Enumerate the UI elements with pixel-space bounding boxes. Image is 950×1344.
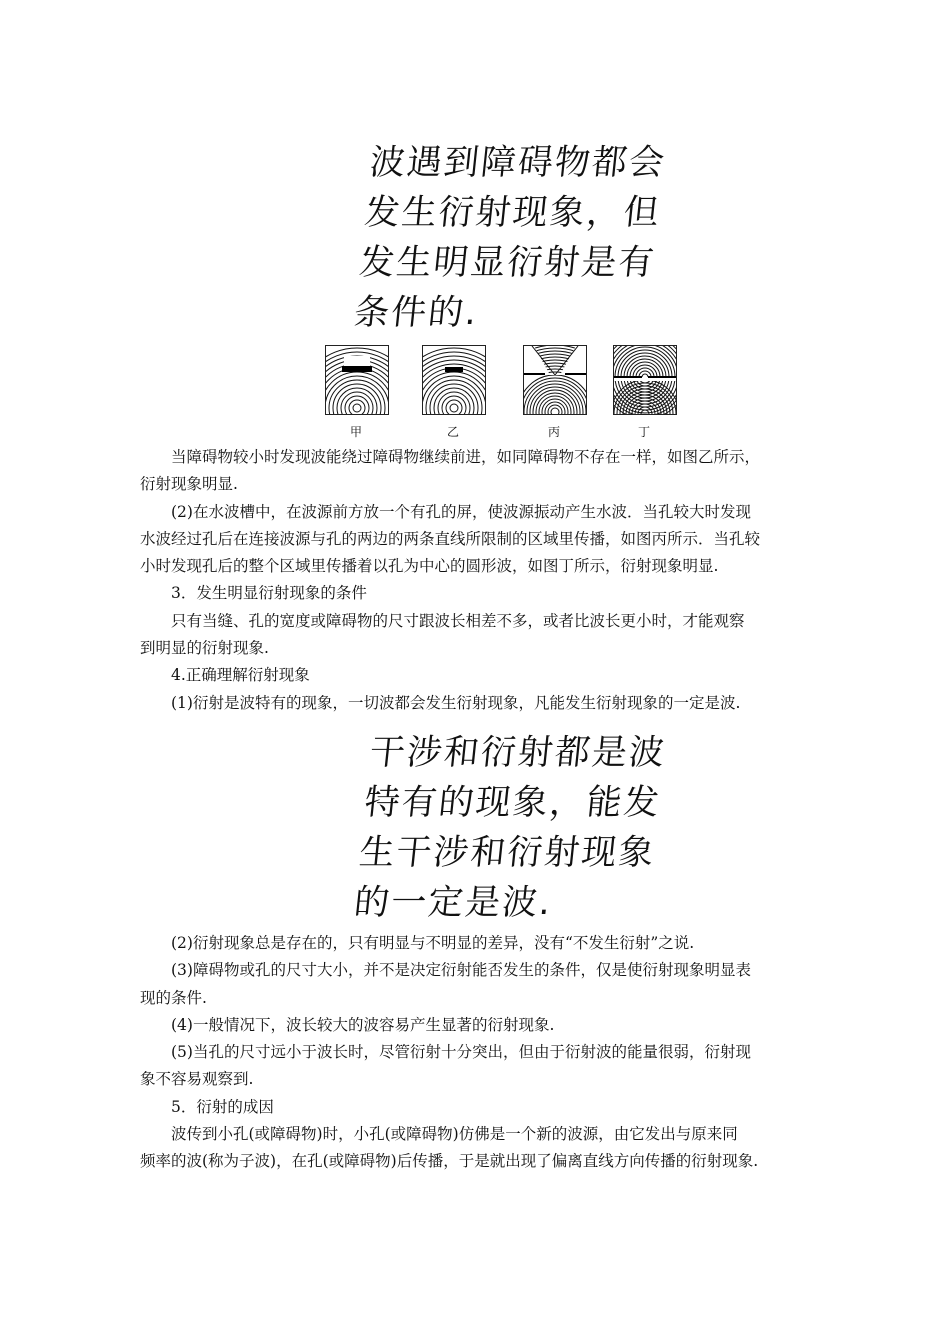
paragraph-line: (3)障碍物或孔的尺寸大小，并不是决定衍射能否发生的条件，仅是使衍射现象明显表 — [171, 961, 751, 980]
paragraph-line: (2)衍射现象总是存在的，只有明显与不明显的差异，没有“不发生衍射”之说. — [171, 934, 695, 952]
paragraph-line: 波传到小孔(或障碍物)时，小孔(或障碍物)仿佛是一个新的波源，由它发出与原来同 — [171, 1125, 738, 1144]
note-line: 发生衍射现象，但 — [362, 193, 663, 233]
paragraph-line: 只有当缝、孔的宽度或障碍物的尺寸跟波长相差不多，或者比波长更小时，才能观察 — [171, 611, 745, 630]
figure-label-jia: 甲 — [349, 425, 362, 439]
text-block-2 — [140, 930, 830, 1176]
paragraph-line: 频率的波(称为子波)，在孔(或障碍物)后传播，于是就出现了偏离直线方向传播的衍射现象. — [140, 1152, 759, 1171]
handwritten-note-1 — [351, 138, 669, 338]
note-line: 特有的现象，能发 — [362, 783, 663, 823]
paragraph-line: (4)一般情况下，波长较大的波容易产生显著的衍射现象. — [171, 1015, 555, 1034]
paragraph-line: 到明显的衍射现象. — [140, 639, 269, 658]
paragraph-line: (2)在水波槽中，在波源前方放一个有孔的屏，使波源振动产生水波．当孔较大时发现 — [171, 502, 751, 521]
paragraph-line: 当障碍物较小时发现波能绕过障碍物继续前进，如同障碍物不存在一样，如图乙所示， — [171, 448, 761, 466]
paragraph-line: 现的条件. — [140, 988, 207, 1007]
figure-label-yi: 乙 — [446, 425, 459, 439]
note-line: 的一定是波. — [352, 883, 555, 923]
paragraph-line: 衍射现象明显. — [140, 475, 238, 494]
paragraph-line: 水波经过孔后在连接波源与孔的两边的两条直线所限制的区域里传播，如图丙所示．当孔较 — [140, 529, 761, 548]
figure-jia — [325, 345, 389, 415]
note-line: 生干涉和衍射现象 — [357, 833, 658, 873]
section-heading-5: 5．衍射的成因 — [171, 1097, 274, 1116]
figure-label-bing: 丙 — [547, 425, 560, 439]
figure-ding — [613, 345, 677, 415]
note-line: 条件的. — [352, 293, 481, 333]
handwritten-note-2 — [351, 728, 669, 928]
section-heading-4: 4.正确理解衍射现象 — [171, 666, 310, 685]
paragraph-line: (1)衍射是波特有的现象，一切波都会发生衍射现象，凡能发生衍射现象的一定是波. — [171, 693, 741, 712]
paragraph-line: 象不容易观察到. — [140, 1070, 254, 1089]
note-line: 发生明显衍射是有 — [357, 243, 658, 283]
figure-label-ding: 丁 — [637, 425, 650, 439]
figure-yi — [422, 345, 486, 415]
paragraph-line: (5)当孔的尺寸远小于波长时，尽管衍射十分突出，但由于衍射波的能量很弱，衍射现 — [171, 1043, 751, 1062]
note-line: 波遇到障碍物都会 — [367, 143, 669, 183]
paragraph-line: 小时发现孔后的整个区域里传播着以孔为中心的圆形波，如图丁所示，衍射现象明显. — [140, 557, 719, 576]
section-heading-3: 3．发生明显衍射现象的条件 — [171, 584, 367, 603]
text-block-1 — [140, 444, 830, 717]
note-line: 干涉和衍射都是波 — [367, 733, 669, 773]
figure-bing — [523, 345, 587, 415]
